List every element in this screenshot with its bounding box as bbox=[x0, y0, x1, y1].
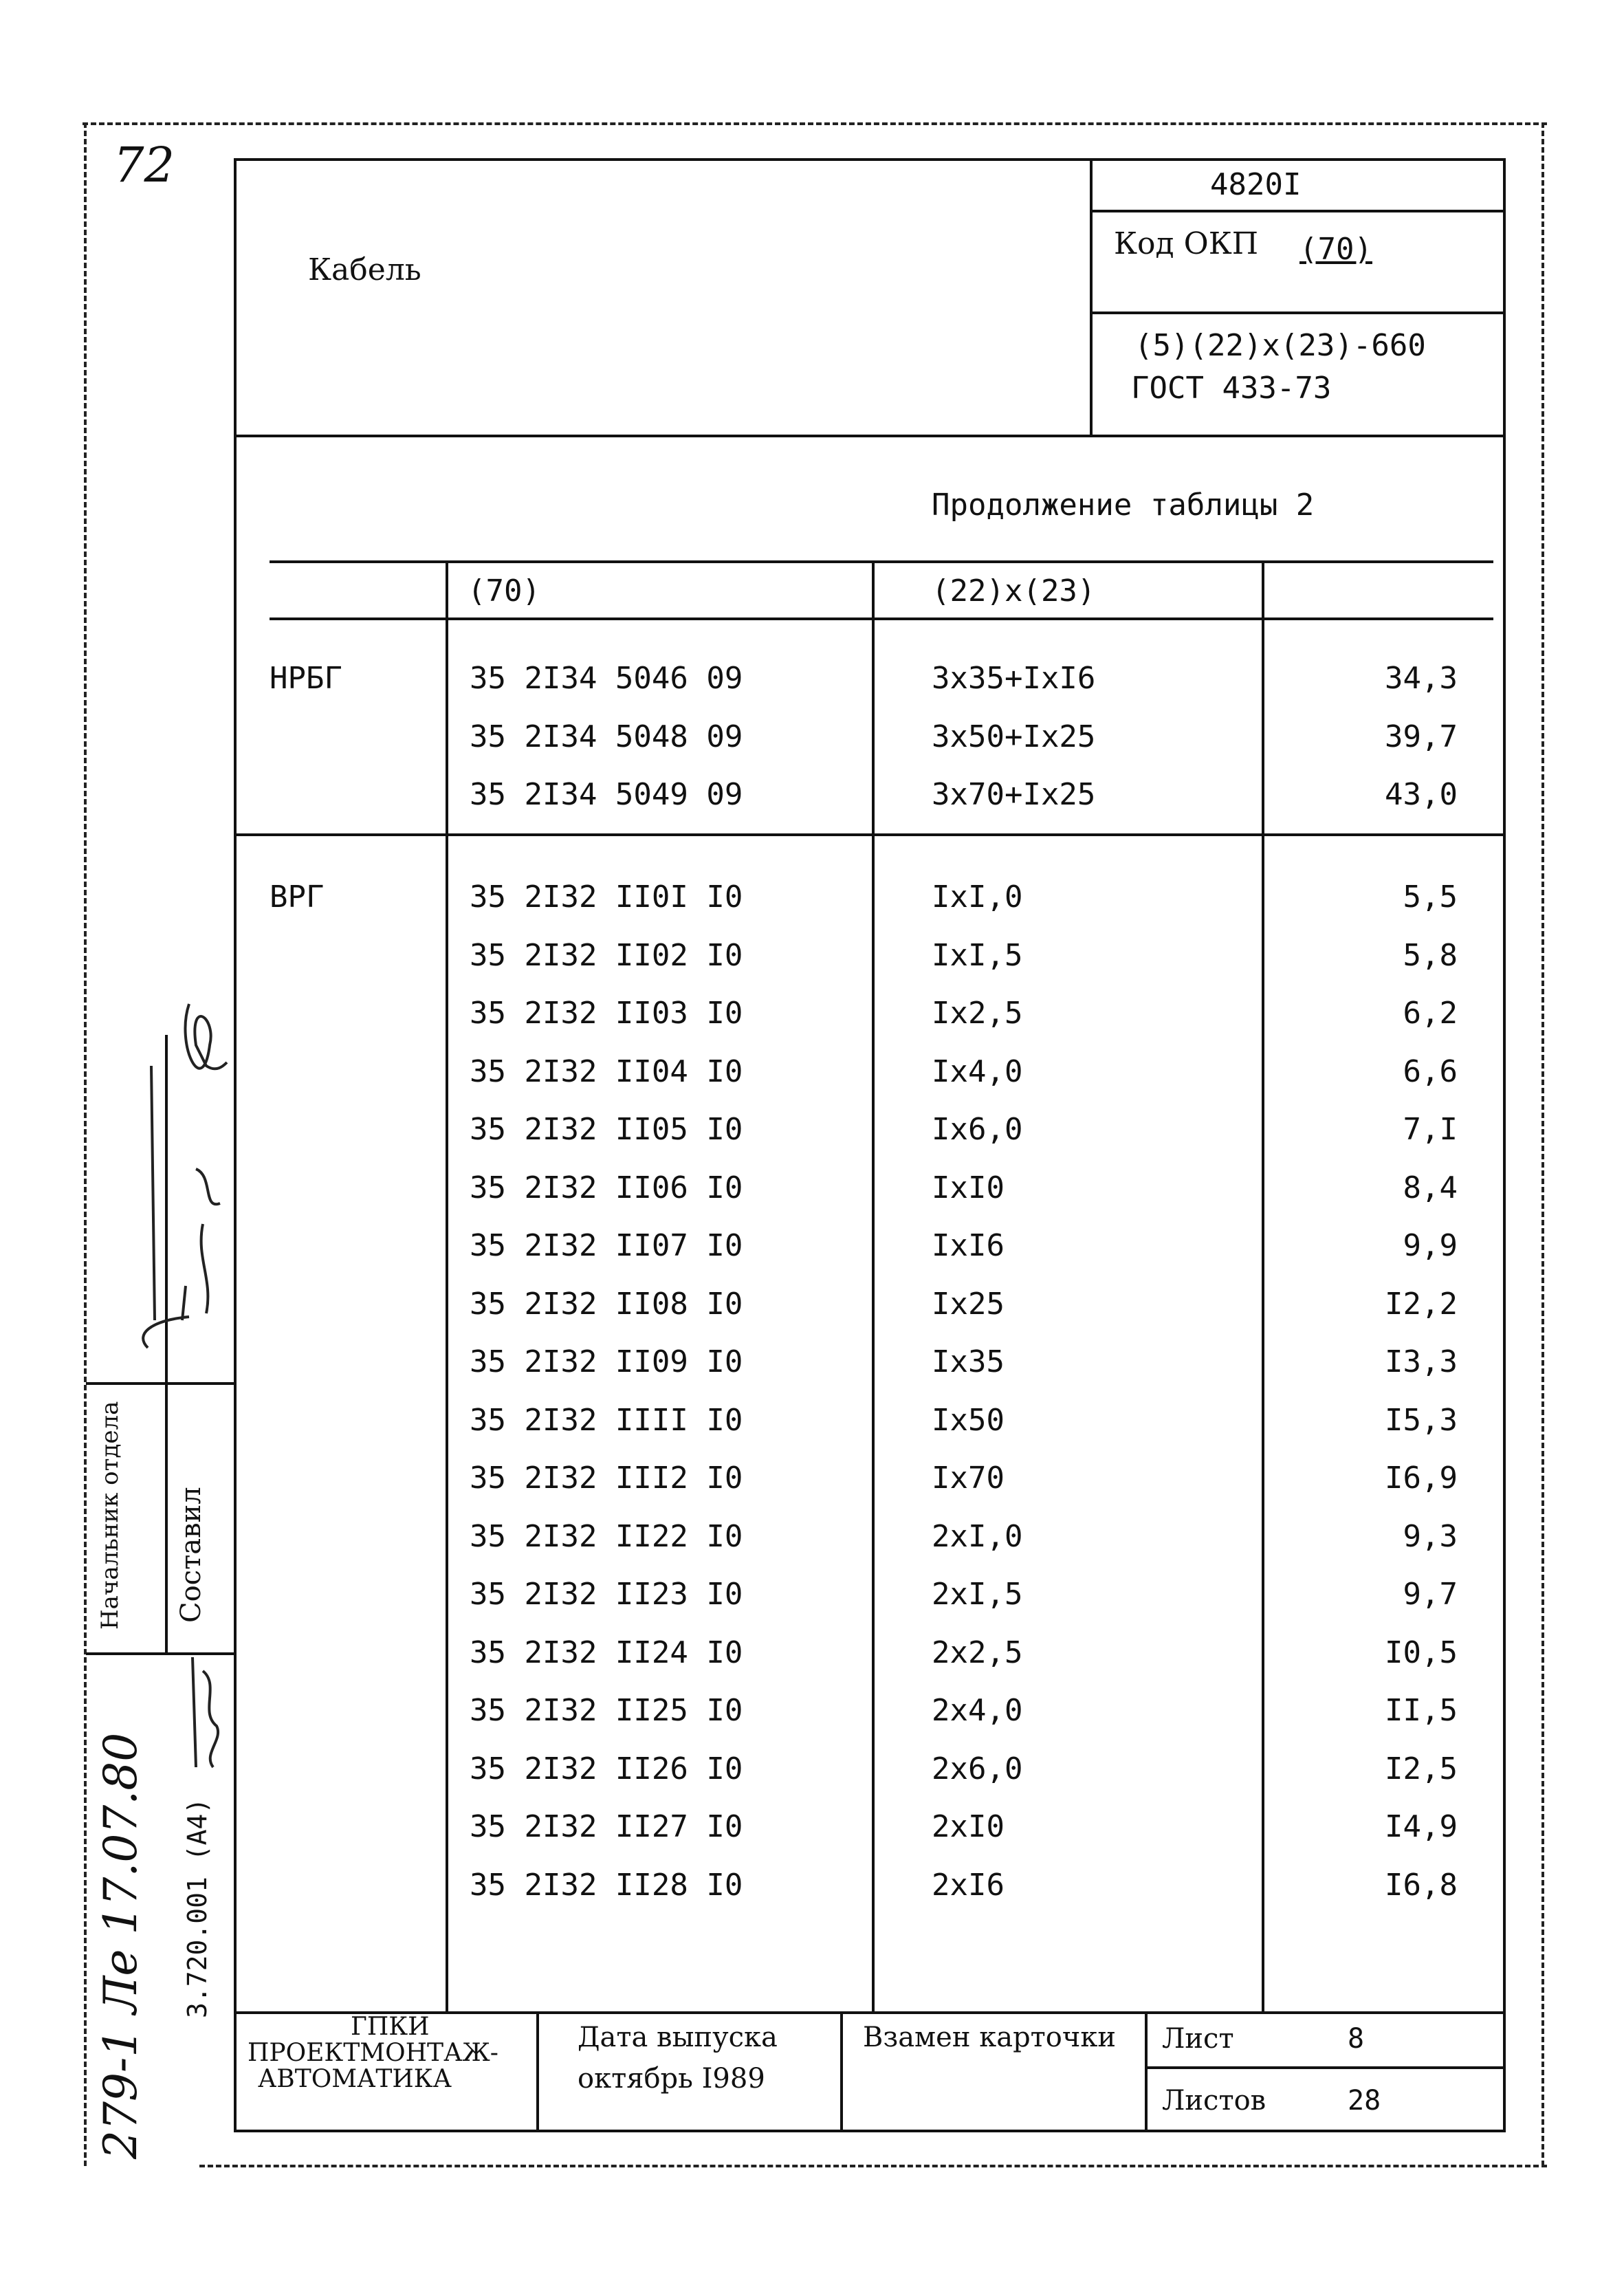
release-value: октябрь I989 bbox=[578, 2063, 765, 2095]
okp-code-cell: 35 2I32 II26 I0 bbox=[470, 1751, 743, 1786]
designation: (5)(22)x(23)-660 bbox=[1134, 328, 1426, 363]
size-cell: 2xI6 bbox=[932, 1868, 1005, 1903]
value-cell: 39,7 bbox=[1385, 719, 1458, 754]
value-cell: 9,9 bbox=[1403, 1228, 1458, 1263]
okp-code-cell: 35 2I34 5049 09 bbox=[470, 777, 743, 812]
okp-code-cell: 35 2I32 II07 I0 bbox=[470, 1228, 743, 1263]
sheet-value: 8 bbox=[1348, 2023, 1365, 2055]
okp-code-cell: 35 2I32 II08 I0 bbox=[470, 1287, 743, 1322]
footer-sheet-line bbox=[1145, 2066, 1504, 2069]
header-row2-line bbox=[1090, 311, 1506, 314]
okp-code-cell: 35 2I34 5046 09 bbox=[470, 661, 743, 696]
doc-number: 4820I bbox=[1210, 167, 1302, 202]
value-cell: 34,3 bbox=[1385, 661, 1458, 696]
okp-value: (70) bbox=[1299, 232, 1372, 267]
footer-divider-3 bbox=[1145, 2011, 1148, 2131]
okp-code-cell: 35 2I32 II28 I0 bbox=[470, 1868, 743, 1903]
value-cell: 8,4 bbox=[1403, 1170, 1458, 1205]
value-cell: 5,5 bbox=[1403, 879, 1458, 915]
page-number: 72 bbox=[113, 137, 175, 193]
okp-code-cell: 35 2I32 II25 I0 bbox=[470, 1693, 743, 1728]
size-cell: IxI6 bbox=[932, 1228, 1005, 1263]
product-name: Кабель bbox=[308, 252, 421, 287]
size-cell: 2x6,0 bbox=[932, 1751, 1023, 1786]
value-cell: I6,8 bbox=[1385, 1868, 1458, 1903]
value-cell: I6,9 bbox=[1385, 1461, 1458, 1496]
head-of-department-label: Начальник отдела bbox=[96, 1401, 124, 1630]
value-cell: 9,7 bbox=[1403, 1577, 1458, 1612]
column-divider-1 bbox=[446, 560, 448, 2011]
okp-code-cell: 35 2I32 II04 I0 bbox=[470, 1054, 743, 1089]
size-cell: Ix25 bbox=[932, 1287, 1005, 1322]
header-divider bbox=[1090, 158, 1093, 436]
value-cell: I0,5 bbox=[1385, 1635, 1458, 1670]
okp-code-cell: 35 2I32 III2 I0 bbox=[470, 1461, 743, 1496]
replaces-label: Взамен карточки bbox=[863, 2022, 1116, 2053]
okp-code-cell: 35 2I32 II27 I0 bbox=[470, 1809, 743, 1844]
org-line-1: ГПКИ bbox=[351, 2013, 430, 2041]
okp-code-cell: 35 2I32 II03 I0 bbox=[470, 996, 743, 1031]
value-cell: 6,6 bbox=[1403, 1054, 1458, 1089]
size-cell: Ix35 bbox=[932, 1344, 1005, 1379]
table-header-top-line bbox=[270, 560, 1493, 563]
value-cell: 9,3 bbox=[1403, 1519, 1458, 1554]
sheets-value: 28 bbox=[1348, 2085, 1381, 2117]
size-cell: 3x50+Ix25 bbox=[932, 719, 1096, 754]
card-right-border bbox=[1503, 158, 1506, 2132]
table-header-bottom-line bbox=[270, 617, 1493, 620]
card-bottom-border bbox=[234, 2130, 1506, 2132]
okp-code-cell: 35 2I32 II24 I0 bbox=[470, 1635, 743, 1670]
value-cell: I5,3 bbox=[1385, 1403, 1458, 1438]
size-cell: Ix2,5 bbox=[932, 996, 1023, 1031]
size-cell: Ix50 bbox=[932, 1403, 1005, 1438]
okp-code-cell: 35 2I32 IIII I0 bbox=[470, 1403, 743, 1438]
org-line-2: ПРОЕКТМОНТАЖ- bbox=[248, 2039, 498, 2067]
standard: ГОСТ 433-73 bbox=[1131, 371, 1332, 406]
group-name: НРБГ bbox=[270, 661, 342, 696]
size-cell: 3x35+IxI6 bbox=[932, 661, 1096, 696]
value-cell: I4,9 bbox=[1385, 1809, 1458, 1844]
doc-code: 3.720.001 (А4) bbox=[182, 1797, 212, 2018]
size-cell: 2xI,0 bbox=[932, 1519, 1023, 1554]
value-cell: 7,I bbox=[1403, 1112, 1458, 1147]
okp-label: Код ОКП bbox=[1114, 226, 1259, 261]
frame-right-line bbox=[1541, 122, 1544, 2166]
group-name: ВРГ bbox=[270, 879, 325, 915]
card-top-border bbox=[234, 158, 1506, 161]
sheets-label: Листов bbox=[1162, 2085, 1266, 2117]
okp-code-cell: 35 2I32 II05 I0 bbox=[470, 1112, 743, 1147]
size-cell: Ix6,0 bbox=[932, 1112, 1023, 1147]
value-cell: 43,0 bbox=[1385, 777, 1458, 812]
okp-code-cell: 35 2I32 II22 I0 bbox=[470, 1519, 743, 1554]
okp-code-cell: 35 2I32 II23 I0 bbox=[470, 1577, 743, 1612]
footer-divider-2 bbox=[840, 2011, 843, 2131]
column-divider-2 bbox=[872, 560, 875, 2011]
release-label: Дата выпуска bbox=[578, 2022, 778, 2053]
header-row1-line bbox=[1090, 210, 1506, 212]
column-header-size: (22)x(23) bbox=[932, 573, 1096, 609]
value-cell: I3,3 bbox=[1385, 1344, 1458, 1379]
okp-code-cell: 35 2I34 5048 09 bbox=[470, 719, 743, 754]
size-cell: IxI0 bbox=[932, 1170, 1005, 1205]
column-header-code: (70) bbox=[468, 573, 540, 609]
size-cell: Ix4,0 bbox=[932, 1054, 1023, 1089]
size-cell: IxI,5 bbox=[932, 938, 1023, 973]
sheet-label: Лист bbox=[1162, 2023, 1234, 2055]
okp-code-cell: 35 2I32 II0I I0 bbox=[470, 879, 743, 915]
value-cell: 5,8 bbox=[1403, 938, 1458, 973]
okp-code-cell: 35 2I32 II06 I0 bbox=[470, 1170, 743, 1205]
size-cell: 2x2,5 bbox=[932, 1635, 1023, 1670]
value-cell: 6,2 bbox=[1403, 996, 1458, 1031]
handwritten-number: 279-1 Ле 17.07.80 bbox=[94, 1732, 147, 2159]
header-bottom-border bbox=[234, 435, 1506, 437]
size-cell: 2xI,5 bbox=[932, 1577, 1023, 1612]
size-cell: Ix70 bbox=[932, 1461, 1005, 1496]
org-line-3: АВТОМАТИКА bbox=[258, 2065, 452, 2093]
size-cell: 2x4,0 bbox=[932, 1693, 1023, 1728]
frame-bottom-line bbox=[199, 2165, 1547, 2167]
okp-code-cell: 35 2I32 II02 I0 bbox=[470, 938, 743, 973]
value-cell: I2,5 bbox=[1385, 1751, 1458, 1786]
column-divider-3 bbox=[1262, 560, 1264, 2011]
group-separator-line bbox=[234, 833, 1504, 836]
size-cell: 3x70+Ix25 bbox=[932, 777, 1096, 812]
signature-head bbox=[86, 963, 237, 1389]
okp-code-cell: 35 2I32 II09 I0 bbox=[470, 1344, 743, 1379]
value-cell: I2,2 bbox=[1385, 1287, 1458, 1322]
size-cell: IxI,0 bbox=[932, 879, 1023, 915]
value-cell: II,5 bbox=[1385, 1693, 1458, 1728]
footer-divider-1 bbox=[536, 2011, 539, 2131]
signature-date bbox=[172, 1643, 234, 1781]
table-caption: Продолжение таблицы 2 bbox=[932, 488, 1315, 523]
author-label: Составил bbox=[175, 1487, 207, 1623]
size-cell: 2xI0 bbox=[932, 1809, 1005, 1844]
frame-top-line bbox=[83, 122, 1547, 125]
